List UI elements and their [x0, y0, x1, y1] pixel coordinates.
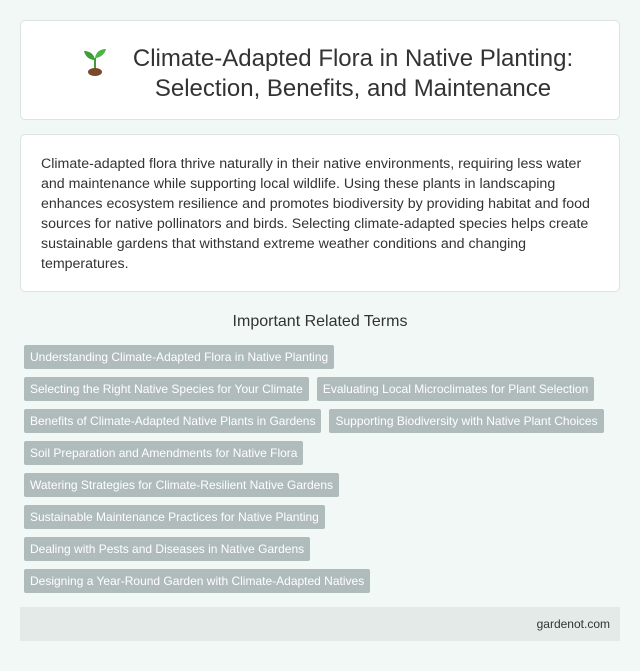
page-title: Climate-Adapted Flora in Native Planting: Selection, Benefits, and Maintenance [132, 45, 574, 102]
related-term-tag[interactable]: Sustainable Maintenance Practices for Native Planting [24, 505, 325, 529]
related-term-tag[interactable]: Evaluating Local Microclimates for Plant Selection [317, 377, 594, 401]
header-card [20, 20, 620, 120]
related-term-tag[interactable]: Selecting the Right Native Species for Your Climate [24, 377, 309, 401]
tag-row [24, 505, 624, 529]
tag-row [24, 441, 624, 465]
tag-row [24, 377, 624, 401]
tag-row [24, 569, 624, 593]
related-term-tag[interactable]: Dealing with Pests and Diseases in Native Gardens [24, 537, 310, 561]
tag-row [24, 345, 624, 369]
footer [20, 607, 620, 641]
tag-row [24, 473, 624, 497]
sprout-icon [81, 46, 113, 81]
tag-row [24, 537, 624, 561]
related-term-tag[interactable]: Supporting Biodiversity with Native Plant Choices [329, 409, 603, 433]
tag-row [24, 409, 624, 433]
related-term-tag[interactable]: Soil Preparation and Amendments for Native Flora [24, 441, 303, 465]
related-term-tag[interactable]: Benefits of Climate-Adapted Native Plants in Gardens [24, 409, 321, 433]
footer-site-link[interactable]: gardenot.com [536, 617, 610, 631]
related-term-tag[interactable]: Designing a Year-Round Garden with Climate-Adapted Natives [24, 569, 370, 593]
summary-text: Climate-adapted flora thrive naturally in their native environments, requiring less water and maintenance while supporting local wildlife. Using these plants in landscaping enhances ecosystem resilience and promotes biodiversity by providing habitat and food sources for native pollinators and birds. Selecting climate-adapted species helps create sustainable gardens that withstand extreme weather conditions and changing temperatures. [41, 156, 590, 272]
related-term-tag[interactable]: Understanding Climate-Adapted Flora in Native Planting [24, 345, 334, 369]
related-term-tag[interactable]: Watering Strategies for Climate-Resilient Native Gardens [24, 473, 339, 497]
related-terms-heading: Important Related Terms [232, 313, 408, 330]
summary-card [20, 134, 620, 292]
related-terms-list [24, 345, 624, 601]
title-wrap [81, 44, 601, 104]
